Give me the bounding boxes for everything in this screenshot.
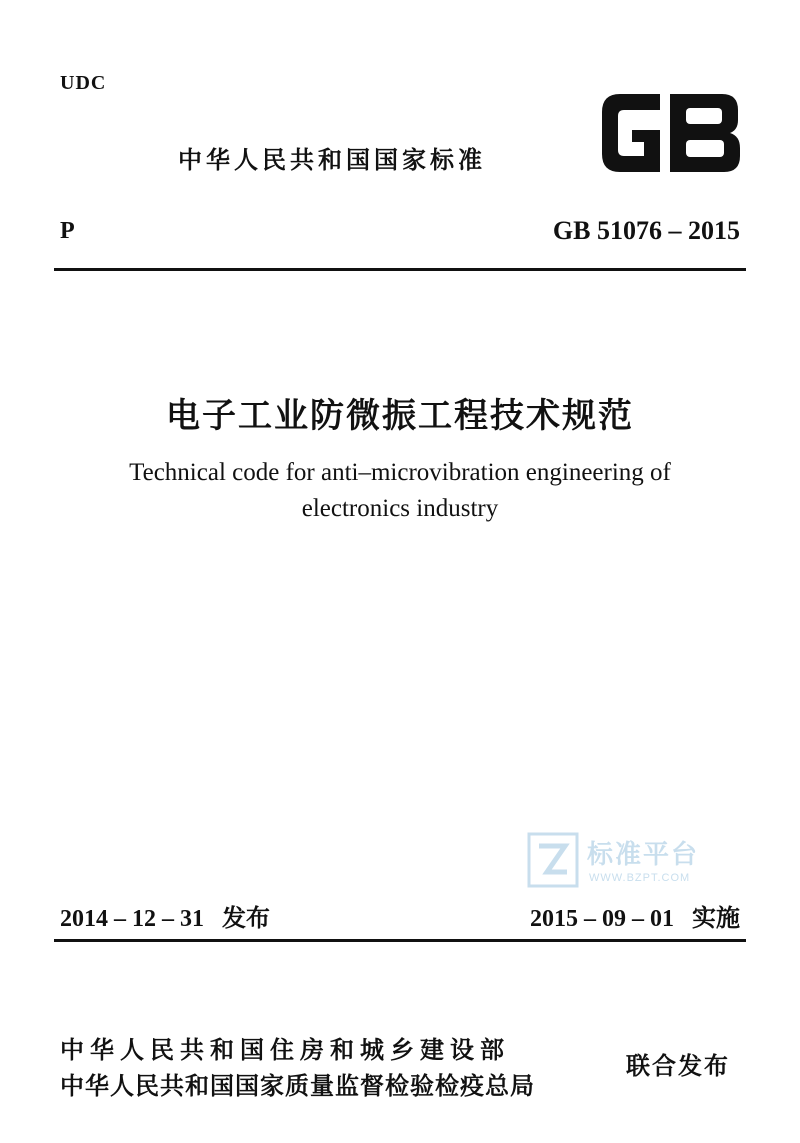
watermark-logo-icon <box>527 832 579 888</box>
title-english-line-1: Technical code for anti–microvibration engineering of <box>129 459 671 486</box>
publisher-ministry-housing: 中华人民共和国住房和城乡建设部 <box>60 1036 510 1064</box>
joint-publish-label: 联合发布 <box>626 1052 730 1080</box>
national-standard-heading: 中华人民共和国国家标准 <box>178 146 486 174</box>
issue-date-line <box>60 898 270 933</box>
watermark <box>527 832 727 892</box>
udc-label: UDC <box>60 72 107 94</box>
bottom-divider <box>54 939 746 942</box>
issue-date: 2014 – 12 – 31 <box>60 906 204 932</box>
standard-number: GB 51076 – 2015 <box>552 216 740 245</box>
gb-logo <box>598 92 742 174</box>
category-code: P <box>60 218 75 244</box>
title-english-line-2: electronics industry <box>301 495 499 522</box>
implementation-date: 2015 – 09 – 01 <box>530 906 674 932</box>
title-english <box>60 455 740 527</box>
implementation-label: 实施 <box>692 904 740 932</box>
top-divider <box>54 268 746 271</box>
watermark-text: 标准平台 <box>587 840 700 870</box>
implementation-date-line <box>530 898 740 933</box>
watermark-url: WWW.BZPT.COM <box>589 872 691 884</box>
publisher-aqsiq: 中华人民共和国国家质量监督检验检疫总局 <box>60 1072 535 1100</box>
title-chinese: 电子工业防微振工程技术规范 <box>166 396 634 436</box>
issue-label: 发布 <box>222 904 270 932</box>
